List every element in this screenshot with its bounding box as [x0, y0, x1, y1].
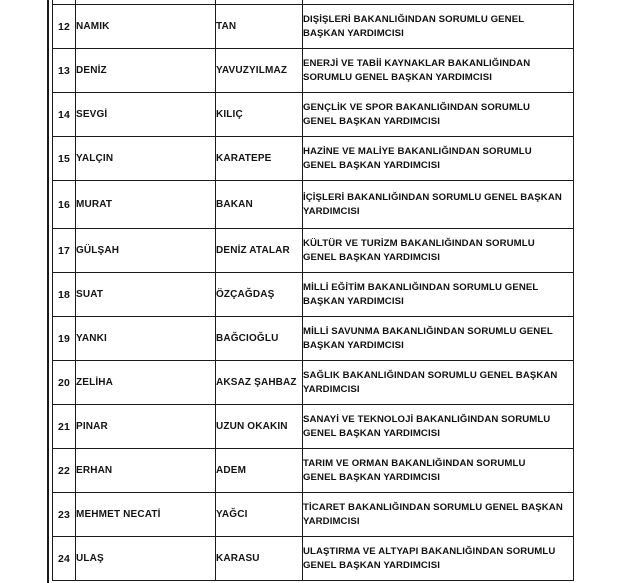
cell-title — [303, 273, 574, 317]
cell-last-name: ADEM — [216, 449, 303, 493]
table-row[interactable] — [53, 229, 574, 273]
cell-title — [303, 361, 574, 405]
cell-row-number: 20 — [53, 361, 76, 405]
cell-title — [303, 49, 574, 93]
title-line: GENEL BAŞKAN YARDIMCISI — [303, 559, 440, 571]
title-line: ULAŞTIRMA VE ALTYAPI BAKANLIĞINDAN SORUMLU — [303, 546, 556, 558]
cell-last-name: BAKAN — [216, 181, 303, 229]
table-row[interactable] — [53, 317, 574, 361]
cell-last-name: YAVUZYILMAZ — [216, 49, 303, 93]
cell-last-name: DENİZ ATALAR — [216, 229, 303, 273]
title-line: YARDIMCISI — [303, 383, 360, 395]
title-line: TİCARET BAKANLIĞINDAN SORUMLU GENEL BAŞKAN — [303, 502, 563, 514]
table-row[interactable] — [53, 49, 574, 93]
title-line: İÇİŞLERİ BAKANLIĞINDAN SORUMLU GENEL BAŞKAN — [303, 192, 562, 204]
table-row[interactable] — [53, 5, 574, 49]
title-line: DIŞİŞLERİ BAKANLIĞINDAN SORUMLU GENEL — [303, 14, 525, 26]
cell-first-name: ZELİHA — [76, 361, 216, 405]
table-row[interactable] — [53, 93, 574, 137]
cell-last-name: KARATEPE — [216, 137, 303, 181]
title-line: BAŞKAN YARDIMCISI — [303, 27, 404, 39]
cell-row-number: 22 — [53, 449, 76, 493]
cell-first-name: GÜLŞAH — [76, 229, 216, 273]
cell-first-name: DENİZ — [76, 49, 216, 93]
title-line: MİLLİ SAVUNMA BAKANLIĞINDAN SORUMLU GENEL — [303, 326, 553, 338]
cell-title — [303, 493, 574, 537]
title-line: SAĞLIK BAKANLIĞINDAN SORUMLU GENEL BAŞKAN — [303, 370, 558, 382]
cell-title — [303, 181, 574, 229]
cell-row-number: 17 — [53, 229, 76, 273]
cell-title — [303, 137, 574, 181]
title-line: MİLLİ EĞİTİM BAKANLIĞINDAN SORUMLU GENEL — [303, 282, 539, 294]
cell-last-name: UZUN OKAKIN — [216, 405, 303, 449]
cell-last-name: AKSAZ ŞAHBAZ — [216, 361, 303, 405]
roster-table-body — [53, 0, 574, 581]
title-line: BAŞKAN YARDIMCISI — [303, 295, 404, 307]
title-line: GENEL BAŞKAN YARDIMCISI — [303, 471, 440, 483]
title-line: KÜLTÜR VE TURİZM BAKANLIĞINDAN SORUMLU — [303, 238, 535, 250]
cell-title — [303, 93, 574, 137]
cell-last-name: YAĞCI — [216, 493, 303, 537]
cell-first-name: MURAT — [76, 181, 216, 229]
title-line: TARIM VE ORMAN BAKANLIĞINDAN SORUMLU — [303, 458, 526, 470]
cell-last-name: KARASU — [216, 537, 303, 581]
cell-title — [303, 5, 574, 49]
cell-last-name: KILIÇ — [216, 93, 303, 137]
cell-title — [303, 537, 574, 581]
cell-row-number: 12 — [53, 5, 76, 49]
title-line: HAZİNE VE MALİYE BAKANLIĞINDAN SORUMLU — [303, 146, 532, 158]
cell-title — [303, 229, 574, 273]
cell-last-name: TAN — [216, 5, 303, 49]
cell-row-number: 13 — [53, 49, 76, 93]
cell-title — [303, 317, 574, 361]
cell-first-name: ULAŞ — [76, 537, 216, 581]
page-left-margin-rule — [47, 0, 49, 583]
cell-first-name: ERHAN — [76, 449, 216, 493]
table-row[interactable] — [53, 181, 574, 229]
table-row[interactable] — [53, 493, 574, 537]
cell-row-number: 18 — [53, 273, 76, 317]
cell-first-name: YANKI — [76, 317, 216, 361]
cell-last-name: ÖZÇAĞDAŞ — [216, 273, 303, 317]
title-line: BAŞKAN YARDIMCISI — [303, 339, 404, 351]
cell-row-number: 16 — [53, 181, 76, 229]
title-line: ENERJİ VE TABİİ KAYNAKLAR BAKANLIĞINDAN — [303, 58, 531, 70]
title-line: GENEL BAŞKAN YARDIMCISI — [303, 159, 440, 171]
table-row[interactable] — [53, 273, 574, 317]
title-line: SANAYİ VE TEKNOLOJİ BAKANLIĞINDAN SORUMLU — [303, 414, 551, 426]
cell-row-number: 24 — [53, 537, 76, 581]
cell-row-number: 21 — [53, 405, 76, 449]
cell-last-name: BAĞCIOĞLU — [216, 317, 303, 361]
cell-first-name: SEVGİ — [76, 93, 216, 137]
cell-row-number: 19 — [53, 317, 76, 361]
title-line: GENEL BAŞKAN YARDIMCISI — [303, 427, 440, 439]
title-line: YARDIMCISI — [303, 515, 360, 527]
cell-row-number: 14 — [53, 93, 76, 137]
cell-title — [303, 405, 574, 449]
table-row[interactable] — [53, 449, 574, 493]
table-row[interactable] — [53, 405, 574, 449]
roster-table — [52, 0, 574, 581]
cell-first-name: NAMIK — [76, 5, 216, 49]
title-line: GENÇLİK VE SPOR BAKANLIĞINDAN SORUMLU — [303, 102, 531, 114]
title-line: GENEL BAŞKAN YARDIMCISI — [303, 251, 440, 263]
cell-first-name: PINAR — [76, 405, 216, 449]
table-row[interactable] — [53, 361, 574, 405]
table-row[interactable] — [53, 537, 574, 581]
cell-title — [303, 449, 574, 493]
table-row[interactable] — [53, 137, 574, 181]
cell-row-number: 23 — [53, 493, 76, 537]
title-line: SORUMLU GENEL BAŞKAN YARDIMCISI — [303, 71, 492, 83]
cell-first-name: YALÇIN — [76, 137, 216, 181]
cell-first-name: MEHMET NECATİ — [76, 493, 216, 537]
title-line: YARDIMCISI — [303, 205, 360, 217]
title-line: GENEL BAŞKAN YARDIMCISI — [303, 115, 440, 127]
cell-first-name: SUAT — [76, 273, 216, 317]
cell-row-number: 15 — [53, 137, 76, 181]
roster-table-container — [52, 0, 573, 581]
